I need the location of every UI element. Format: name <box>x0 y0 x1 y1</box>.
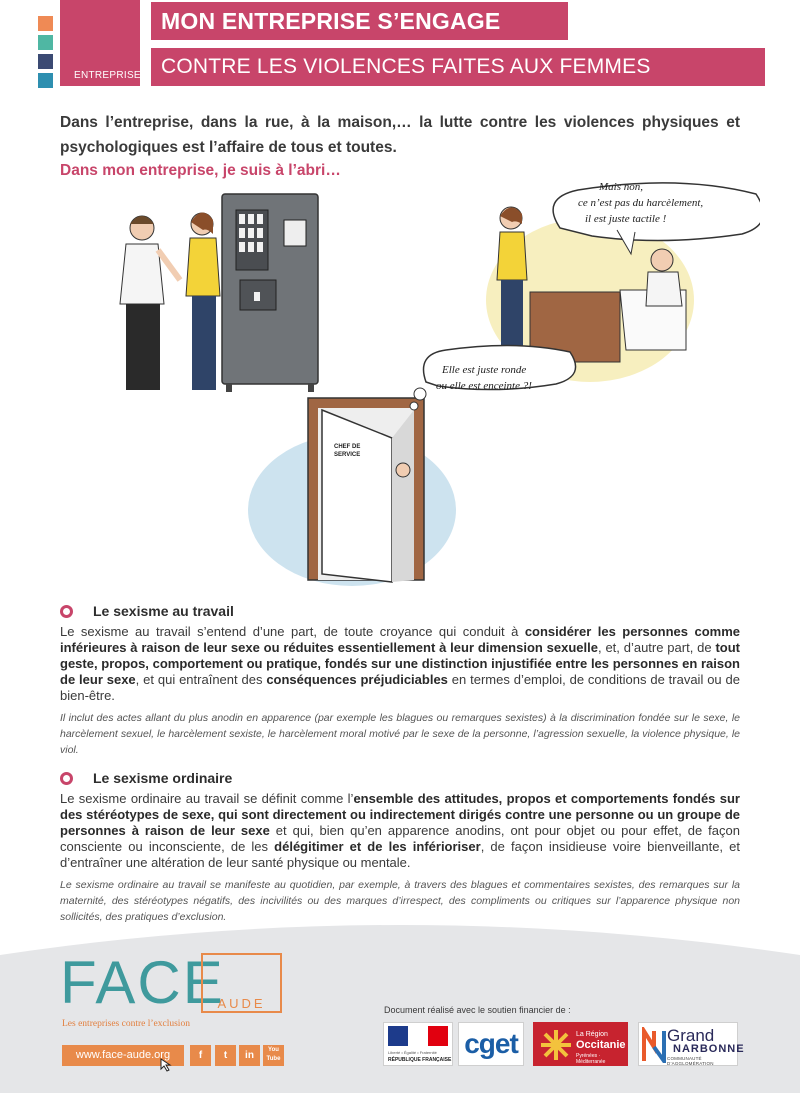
decor-square-orange <box>38 16 53 31</box>
facebook-icon[interactable]: f <box>190 1045 211 1066</box>
support-text: Document réalisé avec le soutien financier de : <box>384 1005 571 1015</box>
door-sign-line2: SERVICE <box>334 452 361 458</box>
bubble-door-line2: ou elle est enceinte ?! <box>436 380 532 392</box>
section-title: Le sexisme au travail <box>60 603 740 619</box>
partner-logo-cget: cget <box>458 1022 524 1066</box>
section-sexisme-ordinaire <box>60 770 740 925</box>
circle-bullet-icon <box>60 605 73 618</box>
website-link[interactable]: www.face-aude.org <box>62 1045 184 1066</box>
twitter-icon[interactable]: t <box>215 1045 236 1066</box>
page-subtitle: CONTRE LES VIOLENCES FAITES AUX FEMMES <box>151 48 765 86</box>
bubble-desk-line1: Mais non, <box>599 181 643 193</box>
partner-logo-occitanie: La Région Occitanie Pyrénées · Méditerranée <box>533 1022 628 1066</box>
category-tag: ENTREPRISE <box>74 70 141 81</box>
aude-logo-text: AUDE <box>217 996 266 1011</box>
intro-text: Dans l’entreprise, dans la rue, à la maison,… la lutte contre les violences physiques et psychologiques est l’affaire de tous et toutes. <box>60 114 740 156</box>
bubble-desk-line3: il est juste tactile ! <box>585 213 667 225</box>
section-title: Le sexisme ordinaire <box>60 770 740 786</box>
decor-square-navy <box>38 54 53 69</box>
bubble-door-line1: Elle est juste ronde <box>442 364 527 376</box>
circle-bullet-icon <box>60 772 73 785</box>
grand-narbonne-n-icon <box>642 1027 666 1063</box>
marianne-icon <box>384 1023 452 1049</box>
occitan-cross-icon <box>538 1027 574 1063</box>
section-body: Le sexisme ordinaire au travail se définit comme l’ensemble des attitudes, propos et comportements fondés sur des stéréotypes de sexe, qui sont directement ou indirectement dirigés contre une personne ou un groupe de personnes à raison de leur sexe et qui, bien qu’en apparence anodins, ont pour objet ou pour effet, de façon consciente ou inconsciente, de les délégitimer et de les inférioriser, de façon insidieuse voire bienveillante, et d’entraîner une altération de leur santé physique ou mentale. <box>60 791 740 870</box>
partner-logo-grand-narbonne: Grand NARBONNE COMMUNAUTÉ D’AGGLOMÉRATION <box>638 1022 738 1066</box>
section-note: Il inclut des actes allant du plus anodin en apparence (par exemple les blagues ou remarques sexistes) à la discrimination fondée sur le sexe, le harcèlement sexuel, le harcèlement sexiste, le harcèlement moral motivé par le sexe de la personne, l’agression sexuelle, la violence physique, le viol. <box>60 712 740 756</box>
rf-name: RÉPUBLIQUE FRANÇAISE <box>388 1057 452 1063</box>
youtube-icon[interactable]: You Tube <box>263 1045 284 1066</box>
page-title: MON ENTREPRISE S’ENGAGE <box>151 2 568 40</box>
decor-square-teal <box>38 35 53 50</box>
bubble-desk-line2: ce n’est pas du harcèlement, <box>578 197 704 209</box>
scene-vending-machine <box>120 194 318 392</box>
decor-square-blue <box>38 73 53 88</box>
rf-motto: Liberté • Égalité • Fraternité <box>388 1050 437 1055</box>
section-note: Le sexisme ordinaire au travail se manifeste au quotidien, par exemple, à travers des blagues et commentaires sexistes, des remarques sur la maternité, des stéréotypes négatifs, des incivilités ou des marques d’irrespect, des compliments ou critiques sur l’apparence physique non sollicités, des pratiques d’exclusion. <box>60 879 740 923</box>
section-sexisme-travail <box>60 603 740 758</box>
linkedin-icon[interactable]: in <box>239 1045 260 1066</box>
face-logo: FACE <box>60 949 225 1016</box>
intro-subhead: Dans mon entreprise, je suis à l’abri… <box>60 162 341 179</box>
illustration <box>60 180 760 590</box>
door-sign-line1: CHEF DE <box>334 444 361 450</box>
header-color-block <box>60 0 140 86</box>
partner-logo-republique-francaise <box>383 1022 453 1066</box>
face-tagline: Les entreprises contre l’exclusion <box>62 1019 190 1029</box>
cursor-icon <box>160 1058 172 1072</box>
section-body: Le sexisme au travail s’entend d’une part, de toute croyance qui conduit à considérer les personnes comme inférieures à raison de leur sexe ou réduites essentiellement à leur dimension sexuelle, et, d’autre part, de tout geste, propos, comportement ou pratique, fondés sur une distinction injustifiée entre les personnes en raison de leur sexe, et qui entraînent des conséquences préjudiciables en termes d’emploi, de conditions de travail ou de bien-être. <box>60 624 740 703</box>
